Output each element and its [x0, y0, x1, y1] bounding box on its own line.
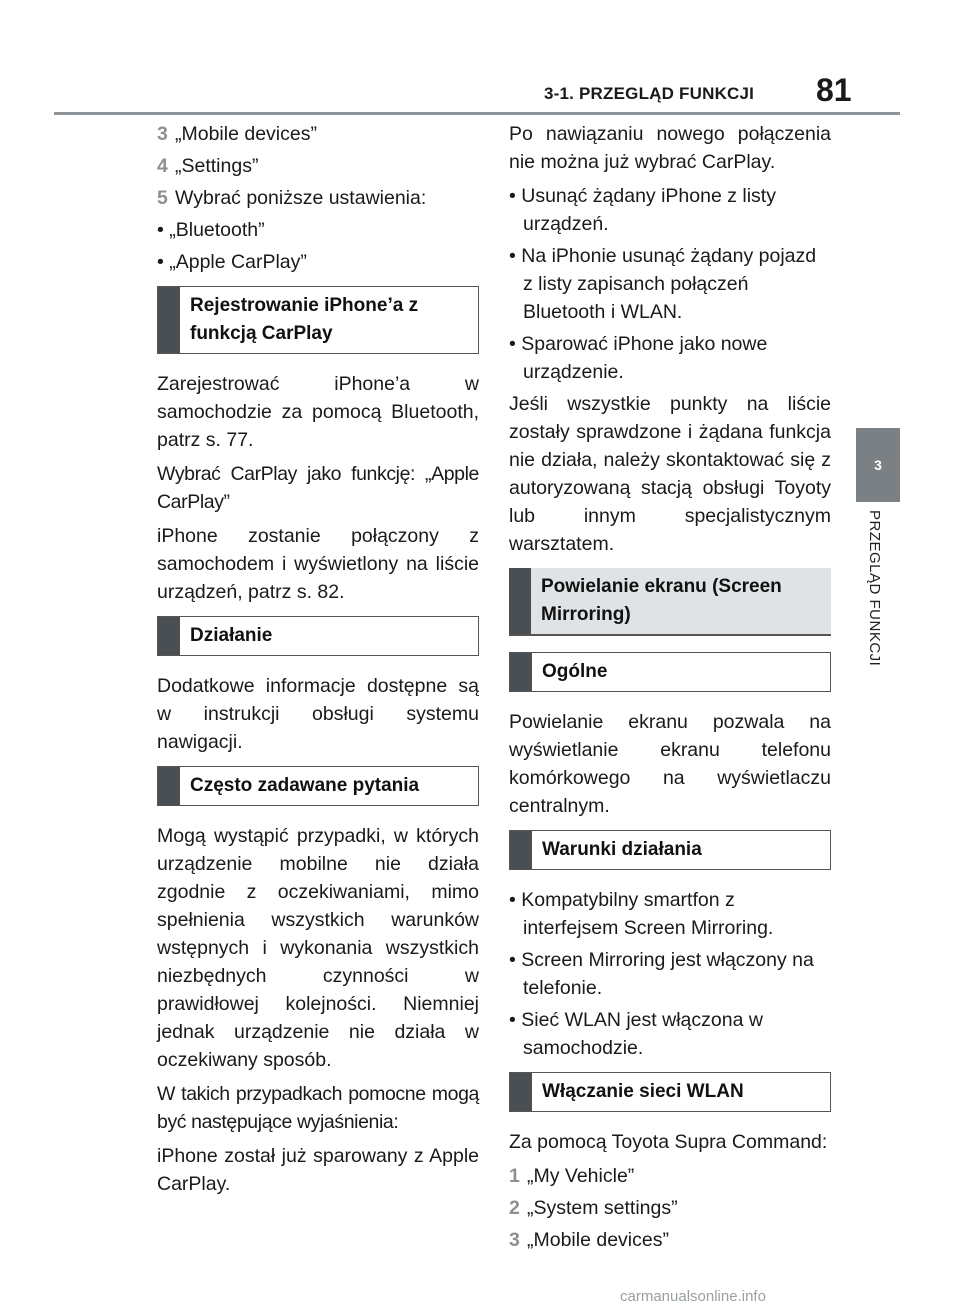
section-title-text: Rejestrowanie iPhone’a z funkcją CarPlay — [190, 295, 419, 344]
step-text: „My Vehicle” — [527, 1165, 635, 1187]
paragraph: W takich przypadkach pomocne mogą być następujące wyjaśnienia: — [157, 1083, 479, 1133]
left-column — [157, 120, 479, 1204]
step-number: 4 — [157, 155, 168, 177]
section-heading-mirroring — [509, 568, 831, 636]
paragraph: Zarejestrować iPhone’a w samochodzie za pomocą Bluetooth, patrz s. 77. — [157, 373, 479, 451]
page-number: 81 — [816, 72, 852, 108]
bullet-item: • Screen Mirroring jest włączony na telefonie. — [509, 949, 814, 999]
step-number: 1 — [509, 1165, 520, 1187]
paragraph: Mogą wystąpić przypadki, w których urządzenie mobilne nie działa zgodnie z oczekiwaniami, mimo spełnienia wszystkich warunków wstępnych i wykonania wszystkich niezbędnych czynności w prawidłowej kolejności. Niemniej jednak urządzenie nie działa w oczekiwany sposób. — [157, 825, 479, 1071]
step-number: 3 — [509, 1229, 520, 1251]
bullet-item: • „Bluetooth” — [157, 219, 265, 241]
watermark: carmanualsonline.info — [620, 1288, 766, 1305]
section-title-text: Działanie — [190, 625, 273, 646]
bullet-item: • Na iPhonie usunąć żądany pojazd z listy zapisanch połączeń Bluetooth i WLAN. — [509, 245, 817, 323]
step-text: „Mobile devices” — [527, 1229, 669, 1251]
step-number: 5 — [157, 187, 168, 209]
paragraph: Jeśli wszystkie punkty na liście zostały sprawdzone i żądana funkcja nie działa, należy skontaktować się z autoryzowaną stacją obsługi Toyoty lub innym specjalistycznym warsztatem. — [509, 393, 831, 555]
step-number: 2 — [509, 1197, 520, 1219]
section-title-text: Warunki działania — [542, 839, 702, 860]
header-rule — [54, 112, 900, 115]
bullet-item: • Sparować iPhone jako nowe urządzenie. — [509, 333, 768, 383]
step-item — [157, 120, 479, 148]
section-title-text: Powielanie ekranu (Screen Mirroring) — [541, 576, 782, 625]
section-heading-operation — [157, 616, 479, 656]
paragraph: iPhone zostanie połączony z samochodem i wyświetlony na liście urządzeń, patrz s. 82. — [157, 525, 479, 603]
step-number: 3 — [157, 123, 168, 145]
bullet-item: • Kompatybilny smartfon z interfejsem Screen Mirroring. — [509, 889, 774, 939]
paragraph: Za pomocą Toyota Supra Command: — [509, 1131, 828, 1153]
step-item — [509, 1194, 831, 1222]
section-title-text: Ogólne — [542, 661, 608, 682]
chapter-tab: 3 — [856, 428, 900, 502]
paragraph: Dodatkowe informacje dostępne są w instrukcji obsługi systemu nawigacji. — [157, 675, 479, 753]
step-item — [509, 1226, 831, 1254]
paragraph: iPhone został już sparowany z Apple CarPlay. — [157, 1145, 479, 1195]
section-title-text: Włączanie sieci WLAN — [542, 1081, 744, 1102]
section-heading-faq — [157, 766, 479, 806]
step-item — [157, 152, 479, 180]
paragraph: Wybrać CarPlay jako funkcję: „Apple CarPlay” — [157, 463, 479, 513]
bullet-item: • Sieć WLAN jest włączona w samochodzie. — [509, 1009, 763, 1059]
step-item — [509, 1162, 831, 1190]
section-title-text: Często zadawane pytania — [190, 775, 420, 796]
section-title: 3-1. PRZEGLĄD FUNKCJI — [544, 84, 755, 103]
section-heading-general — [509, 652, 831, 692]
paragraph: Po nawiązaniu nowego połączenia nie można już wybrać CarPlay. — [509, 123, 831, 173]
paragraph: Powielanie ekranu pozwala na wyświetlanie ekranu telefonu komórkowego na wyświetlaczu centralnym. — [509, 711, 831, 817]
bullet-item: • „Apple CarPlay” — [157, 251, 307, 273]
bullet-item: • Usunąć żądany iPhone z listy urządzeń. — [509, 185, 776, 235]
chapter-tab-label: PRZEGLĄD FUNKCJI — [866, 510, 883, 667]
section-heading-register — [157, 286, 479, 354]
step-item — [157, 184, 479, 212]
section-heading-conditions — [509, 830, 831, 870]
right-column — [509, 120, 831, 1258]
step-text: „System settings” — [527, 1197, 678, 1219]
section-heading-wlan — [509, 1072, 831, 1112]
step-text: „Settings” — [175, 155, 259, 177]
step-text: Wybrać poniższe ustawienia: — [175, 187, 427, 209]
step-text: „Mobile devices” — [175, 123, 317, 145]
